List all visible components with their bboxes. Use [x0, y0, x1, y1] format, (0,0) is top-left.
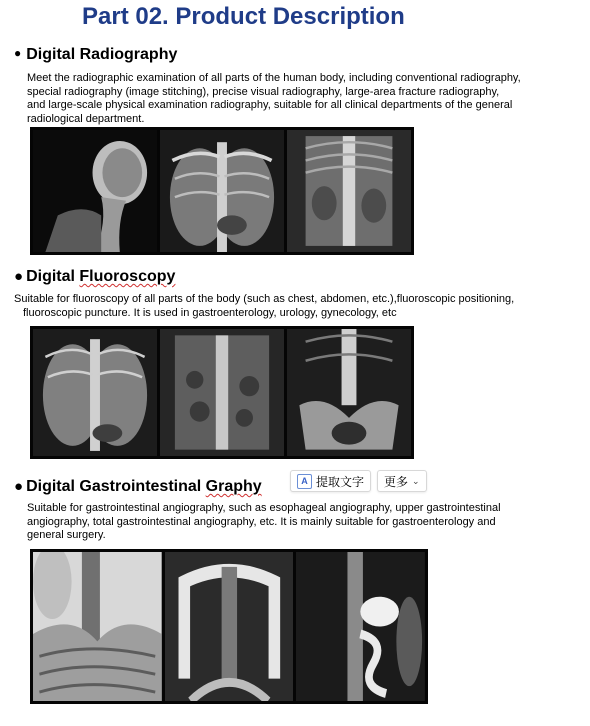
text-line: radiological department. — [27, 112, 145, 125]
xray-image — [33, 130, 157, 252]
bullet-icon: ● — [14, 46, 22, 60]
bullet-icon: ● — [14, 268, 24, 285]
section-heading-fluoroscopy — [14, 268, 175, 286]
xray-image — [160, 130, 284, 252]
text-line: special radiography (image stitching), precise visual radiography, large-area fracture radiography, — [27, 85, 500, 98]
page-title: Part 02. Product Description — [82, 3, 405, 30]
more-button[interactable] — [377, 470, 427, 492]
section-heading-gastrointestinal — [14, 478, 262, 496]
extract-text-button[interactable] — [290, 470, 371, 492]
heading-text-underlined: Graphy — [205, 478, 262, 495]
xray-image — [287, 329, 411, 456]
xray-image — [287, 130, 411, 252]
heading-text-underlined: Fluoroscopy — [79, 268, 176, 285]
text-line: general surgery. — [27, 529, 106, 541]
text-recognition-icon: A — [297, 474, 312, 489]
section-text-fluoroscopy — [14, 293, 514, 320]
text-line: Meet the radiographic examination of all parts of the human body, including conventional radiography, — [27, 72, 521, 84]
heading-text: Digital Gastrointestinal — [26, 478, 206, 495]
image-strip-fluoroscopy — [30, 326, 414, 459]
chevron-down-icon: ⌄ — [412, 475, 420, 486]
extract-text-label: 提取文字 — [316, 474, 365, 489]
section-text-radiography — [27, 72, 521, 126]
text-line: angiography, total gastrointestinal angiography, etc. It is mainly suitable for gastroenterology and — [27, 515, 496, 528]
floating-toolbar — [290, 470, 427, 492]
text-line: and large-scale physical examination radiography, suitable for all clinical departments of the general — [27, 99, 513, 111]
xray-image — [33, 329, 157, 456]
image-strip-radiography — [30, 127, 414, 255]
more-label: 更多 — [384, 474, 409, 489]
heading-text: Digital — [26, 268, 80, 285]
bullet-icon: ● — [14, 478, 24, 495]
text-line: Suitable for gastrointestinal angiography, such as esophageal angiography, upper gastrointestinal — [27, 502, 501, 514]
xray-image — [296, 552, 425, 701]
text-line: fluoroscopic puncture. It is used in gastroenterology, urology, gynecology, etc — [23, 306, 397, 319]
section-text-gastrointestinal — [27, 502, 501, 543]
image-strip-gastrointestinal — [30, 549, 428, 704]
text-line: Suitable for fluoroscopy of all parts of the body (such as chest, abdomen, etc.),fluoroscopic positioning, — [14, 293, 515, 305]
xray-image — [33, 552, 162, 701]
xray-image — [160, 329, 284, 456]
heading-text: Digital Radiography — [26, 46, 178, 63]
xray-image — [165, 552, 294, 701]
section-heading-radiography — [14, 46, 177, 64]
